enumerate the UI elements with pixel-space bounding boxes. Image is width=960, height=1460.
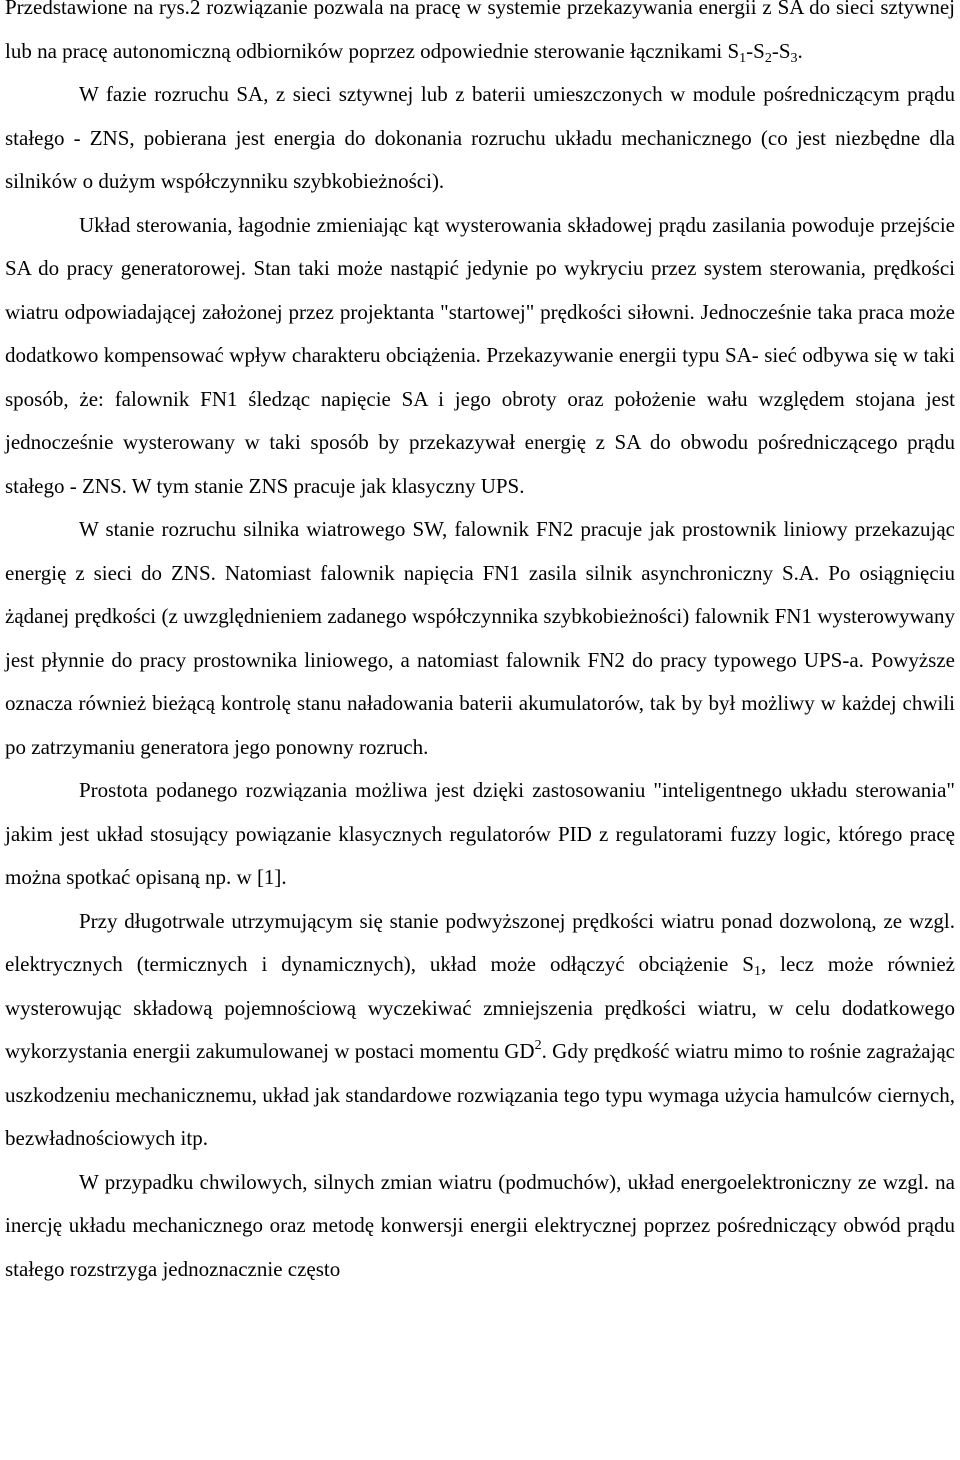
superscript-gd2: 2 [534,1038,542,1053]
paragraph-2: W fazie rozruchu SA, z sieci sztywnej lub z baterii umieszczonych w module pośredniczącym prądu stałego - ZNS, pobierana jest energia do dokonania rozruchu układu mechanicznego (co jest niezbędne dla silników o dużym współczynniku szybkobieżności). [5,82,955,193]
paragraph-3: Układ sterowania, łagodnie zmieniając kąt wysterowania składowej prądu zasilania powoduje przejście SA do pracy generatorowej. Stan taki może nastąpić jedynie po wykryciu przez system sterowania, prędkości wiatru odpowiadającej założonej przez projektanta "startowej" prędkości siłowni. Jednocześnie taka praca może dodatkowo kompensować wpływ charakteru obciążenia. Przekazywanie energii typu SA- sieć odbywa się w taki sposób, że: falownik FN1 śledząc napięcie SA i jego obroty oraz położenie wału względem stojana jest jednocześnie wysterowany w taki sposób by przekazywał energię z SA do obwodu pośredniczącego prądu stałego - ZNS. W tym stanie ZNS pracuje jak klasyczny UPS. [5,212,955,498]
subscript-1: 1 [739,50,747,66]
document-page [5,0,955,1291]
paragraph-6 [5,900,955,1161]
paragraph-1-text-a: Przedstawione na rys. [5,0,190,19]
paragraph-1 [5,0,955,73]
subscript-2: 2 [764,50,772,66]
subscript-s1: 1 [753,964,761,979]
paragraph-1-text-d: -S [771,38,791,63]
subscript-3: 3 [790,50,798,66]
paragraph-1-text-c: -S [746,38,765,63]
paragraph-5: Prostota podanego rozwiązania możliwa jest dzięki zastosowaniu "inteligentnego układu sterowania" jakim jest układ stosujący powiązanie klasycznych regulatorów PID z regulatorami fuzzy logic, którego pracę można spotkać opisaną np. w [1]. [5,778,955,889]
paragraph-1-text-e: . [797,38,803,63]
paragraph-6-text-c: . Gdy prędkość wiatru mimo to rośnie zagrażając uszkodzeniu mechanicznemu, układ jak standardowe rozwiązania tego typu wymaga użycia hamulców ciernych, bezwładnościowych itp. [5,1039,955,1150]
paragraph-1-text-b: 2 rozwiązanie pozwala na pracę w systemie przekazywania energii z SA do sieci sztywnej lub na pracę autonomiczną odbiorników poprzez odpowiednie sterowanie łącznikami S [5,0,955,63]
paragraph-7: W przypadku chwilowych, silnych zmian wiatru (podmuchów), układ energoelektroniczny ze wzgl. na inercję układu mechanicznego oraz metodę konwersji energii elektrycznej poprzez pośredniczący obwód prądu stałego rozstrzyga jednoznacznie często [5,1169,955,1281]
paragraph-6-text-b: , lecz może również wysterowując składową pojemnościową wyczekiwać zmniejszenia prędkości wiatru, w celu dodatkowego wykorzystania energii zakumulowanej w postaci momentu GD [5,952,955,1063]
paragraph-4: W stanie rozruchu silnika wiatrowego SW, falownik FN2 pracuje jak prostownik liniowy przekazując energię z sieci do ZNS. Natomiast falownik napięcia FN1 zasila silnik asynchroniczny S.A. Po osiągnięciu żądanej prędkości (z uwzględnieniem zadanego współczynnika szybkobieżności) falownik FN1 wysterowywany jest płynnie do pracy prostownika liniowego, a natomiast falownik FN2 do pracy typowego UPS-a. Powyższe oznacza również bieżącą kontrolę stanu naładowania baterii akumulatorów, tak by był możliwy w każdej chwili po zatrzymaniu generatora jego ponowny rozruch. [5,517,955,759]
paragraph-6-text-a: Przy długotrwale utrzymującym się stanie podwyższonej prędkości wiatru ponad dozwoloną, ze wzgl. elektrycznych (termicznych i dynamicznych), układ może odłączyć obciążenie S [5,908,955,976]
